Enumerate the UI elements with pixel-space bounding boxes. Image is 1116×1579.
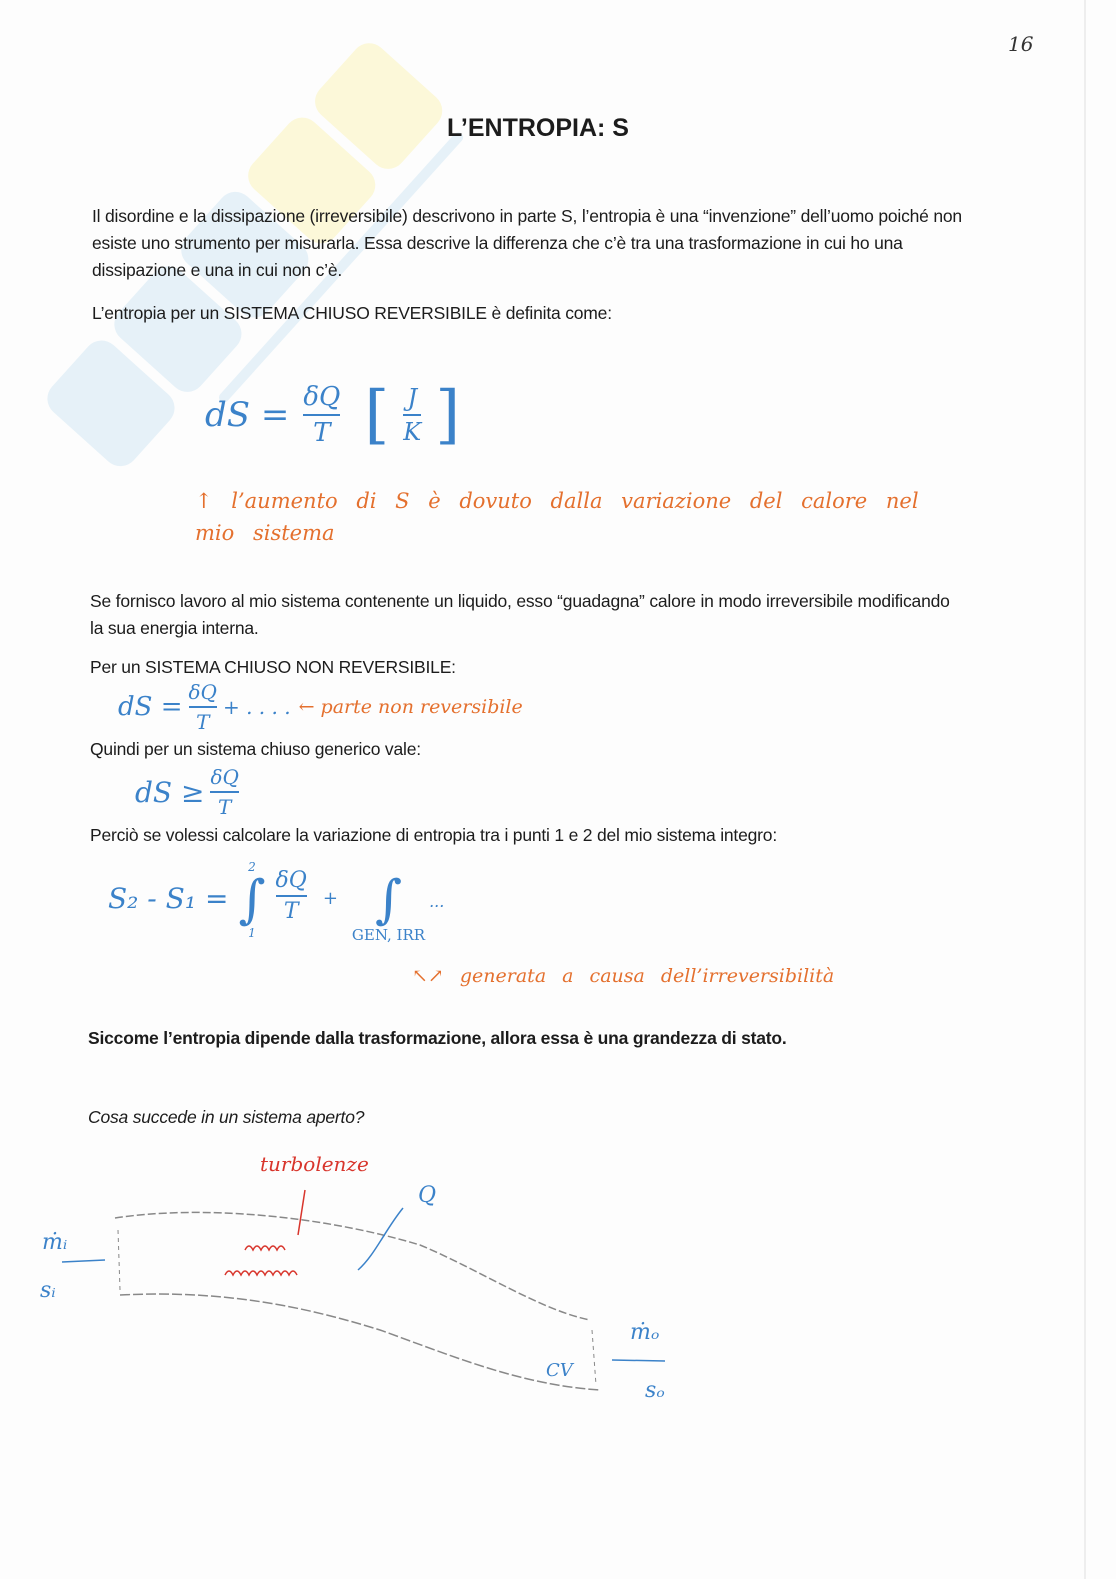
- turbulence-pointer: [298, 1190, 305, 1235]
- fraction-bar: [403, 414, 421, 416]
- note-non-reversible: ← parte non reversibile: [298, 696, 523, 718]
- paragraph-variation: Perciò se volessi calcolare la variazione di entropia tra i punti 1 e 2 del mio sistema integro:: [90, 825, 777, 845]
- numerator: δQ: [275, 868, 307, 893]
- formula-lhs: dS =: [118, 692, 183, 722]
- bracket-close: ]: [435, 378, 461, 452]
- inlet-boundary: [118, 1230, 120, 1290]
- integral-upper: 2: [248, 860, 256, 874]
- formula-lhs: dS ≥: [135, 775, 205, 809]
- integral-2: [352, 860, 425, 944]
- denominator: T: [283, 899, 299, 924]
- integral-sign: ∫: [238, 870, 266, 930]
- inlet-arrow: [62, 1260, 105, 1262]
- formula-generic: [135, 765, 245, 819]
- paragraph-closed-reversible: L’entropia per un SISTEMA CHIUSO REVERSIBILE è definita come:: [92, 303, 612, 323]
- unit-denominator: K: [403, 418, 422, 446]
- label-turbulence: turbolenze: [260, 1152, 369, 1176]
- note-entropy-increase: ↑ l’aumento di S è dovuto dalla variazione del calore nel mio sistema: [195, 489, 919, 545]
- fraction-bar: [189, 706, 217, 708]
- label-heat: Q: [418, 1183, 437, 1208]
- formula-lhs: S₂ - S₁ =: [108, 882, 229, 915]
- unit-numerator: J: [407, 384, 418, 412]
- page-number: 16: [1008, 32, 1034, 56]
- fraction: [189, 680, 217, 734]
- page-title: L’ENTROPIA: S: [447, 114, 629, 142]
- plus: +: [322, 888, 338, 909]
- denominator: T: [196, 710, 210, 734]
- outlet-arrow: [612, 1360, 665, 1361]
- bracket-open: [: [364, 378, 390, 452]
- fraction: [210, 765, 238, 819]
- fraction-bar: [276, 895, 307, 897]
- fraction-bar: [303, 414, 340, 416]
- paragraph-intro: Il disordine e la dissipazione (irreversibile) descrivono in parte S, l’entropia è una “invenzione” dell’uomo poiché non esiste uno strumento per misurarla. Essa descrive la differenza che c’è tra una trasformazione in cui ho una dissipazione e una in cui non c’è.: [92, 206, 962, 280]
- label-outlet-mass: ṁₒ: [630, 1320, 660, 1345]
- integral-lower: 1: [248, 926, 256, 940]
- numerator: δQ: [303, 382, 341, 412]
- integral-subscript: GEN, IRR: [351, 926, 426, 944]
- pipe-lower-wall: [120, 1294, 600, 1390]
- outlet-boundary: [592, 1330, 596, 1385]
- denominator: T: [218, 795, 232, 819]
- fraction-bar: [210, 791, 238, 793]
- formula-rest: + . . . .: [222, 695, 291, 719]
- label-inlet-entropy: sᵢ: [40, 1278, 56, 1303]
- formula-irreversible: [118, 680, 523, 734]
- turbulence-swirls: [225, 1246, 297, 1275]
- denominator: T: [313, 418, 331, 448]
- formula-integral: [108, 860, 444, 944]
- paragraph-closed-irreversible: Per un SISTEMA CHIUSO NON REVERSIBILE:: [90, 657, 456, 677]
- pipe-upper-wall: [115, 1212, 590, 1320]
- numerator: δQ: [210, 765, 239, 789]
- dots: ...: [429, 892, 445, 911]
- integral-sign-2: ∫: [374, 870, 403, 930]
- paragraph-work: Se fornisco lavoro al mio sistema contenente un liquido, esso “guadagna” calore in modo irreversibile modificando la sua energia interna.: [90, 591, 950, 638]
- label-outlet-entropy: sₒ: [645, 1378, 665, 1403]
- paragraph-generic: Quindi per un sistema chiuso generico vale:: [90, 739, 421, 759]
- formula-lhs: dS =: [205, 395, 290, 435]
- label-inlet-mass: ṁᵢ: [42, 1230, 68, 1255]
- heat-arrow: [358, 1208, 403, 1270]
- note-generated: ↖↗ generata a causa dell’irreversibilità: [412, 965, 835, 987]
- formula-entropy-definition: [205, 378, 460, 452]
- label-control-volume: CV: [546, 1360, 573, 1381]
- paragraph-state: Siccome l’entropia dipende dalla trasformazione, allora essa è una grandezza di stato.: [88, 1028, 787, 1048]
- numerator: δQ: [188, 680, 217, 704]
- unit-fraction: [403, 384, 421, 446]
- paragraph-open-system: Cosa succede in un sistema aperto?: [88, 1107, 365, 1127]
- integral-1: [238, 860, 265, 940]
- fraction: [276, 868, 307, 924]
- fraction: [303, 382, 340, 448]
